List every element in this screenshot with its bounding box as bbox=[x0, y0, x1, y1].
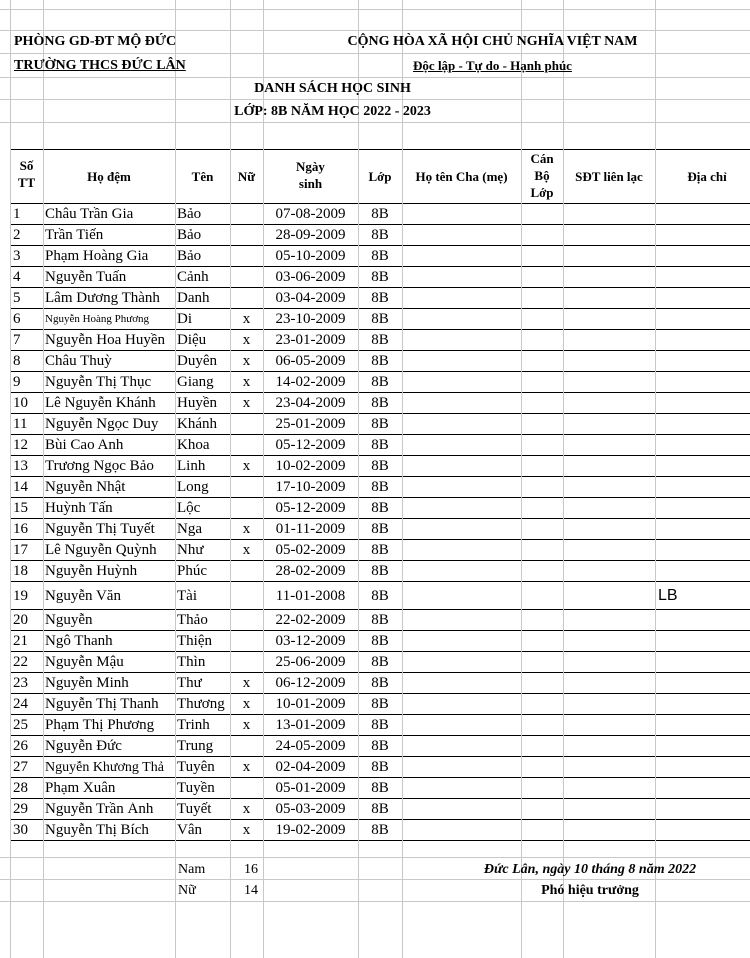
row-ngaysinh: 23-10-2009 bbox=[275, 311, 346, 327]
row-number: 9 bbox=[13, 374, 21, 390]
gridline-h bbox=[0, 9, 750, 10]
row-number: 19 bbox=[13, 587, 28, 604]
row-number: 4 bbox=[13, 269, 21, 285]
row-number: 1 bbox=[13, 206, 21, 222]
row-ten: Tài bbox=[177, 587, 197, 604]
row-nu: x bbox=[242, 311, 251, 327]
row-hodem: Lê Nguyễn Quỳnh bbox=[45, 543, 157, 558]
row-ten: Duyên bbox=[177, 353, 217, 369]
row-ten: Long bbox=[177, 479, 209, 495]
row-hodem: Lâm Dương Thành bbox=[45, 291, 160, 306]
row-ngaysinh: 06-05-2009 bbox=[275, 353, 346, 369]
row-ngaysinh: 03-12-2009 bbox=[275, 633, 346, 649]
row-ngaysinh: 01-11-2009 bbox=[275, 521, 346, 537]
row-lop: 8B bbox=[371, 395, 389, 411]
row-hodem: Nguyễn Tuấn bbox=[45, 270, 127, 285]
row-lop: 8B bbox=[371, 353, 389, 369]
row-lop: 8B bbox=[371, 290, 389, 306]
row-ngaysinh: 19-02-2009 bbox=[275, 822, 346, 838]
border-h bbox=[10, 497, 750, 498]
border-h bbox=[10, 476, 750, 477]
row-lop: 8B bbox=[371, 500, 389, 516]
row-ngaysinh: 14-02-2009 bbox=[275, 374, 346, 390]
row-ten: Nga bbox=[177, 521, 202, 537]
border-h bbox=[10, 581, 750, 582]
border-h bbox=[10, 539, 750, 540]
row-ngaysinh: 22-02-2009 bbox=[275, 612, 346, 628]
row-number: 6 bbox=[13, 311, 21, 327]
row-hodem: Nguyễn Đức bbox=[45, 739, 122, 754]
border-h bbox=[10, 714, 750, 715]
row-lop: 8B bbox=[371, 587, 389, 604]
row-lop: 8B bbox=[371, 206, 389, 222]
border-h bbox=[10, 287, 750, 288]
row-hodem: Lê Nguyễn Khánh bbox=[45, 396, 156, 411]
row-ngaysinh: 03-04-2009 bbox=[275, 290, 346, 306]
row-ten: Huyền bbox=[177, 395, 217, 411]
row-lop: 8B bbox=[371, 780, 389, 796]
row-number: 13 bbox=[13, 458, 28, 474]
border-h bbox=[10, 413, 750, 414]
row-number: 22 bbox=[13, 654, 28, 670]
row-ngaysinh: 06-12-2009 bbox=[275, 675, 346, 691]
row-number: 24 bbox=[13, 696, 28, 712]
row-ngaysinh: 13-01-2009 bbox=[275, 717, 346, 733]
row-ten: Như bbox=[177, 542, 204, 558]
col-header-diachi: Địa chỉ bbox=[687, 169, 727, 184]
border-h bbox=[10, 266, 750, 267]
row-ten: Thảo bbox=[177, 612, 208, 628]
page-title: DANH SÁCH HỌC SINH bbox=[254, 81, 411, 96]
col-header-ten: Tên bbox=[191, 169, 214, 184]
class-year: LỚP: 8B NĂM HỌC 2022 - 2023 bbox=[234, 104, 431, 119]
place-date: Đức Lân, ngày 10 tháng 8 năm 2022 bbox=[483, 862, 697, 877]
row-ten: Thương bbox=[177, 696, 225, 712]
row-ngaysinh: 05-02-2009 bbox=[275, 542, 346, 558]
school-name: TRƯỜNG THCS ĐỨC LÂN bbox=[14, 58, 186, 73]
row-ngaysinh: 25-01-2009 bbox=[275, 416, 346, 432]
row-hodem: Nguyễn bbox=[45, 613, 93, 628]
row-ten: Diệu bbox=[177, 332, 207, 348]
border-h bbox=[10, 392, 750, 393]
row-hodem: Ngô Thanh bbox=[45, 634, 113, 649]
row-ten: Cảnh bbox=[177, 269, 209, 285]
row-ngaysinh: 10-02-2009 bbox=[275, 458, 346, 474]
motto: Độc lập - Tự do - Hạnh phúc bbox=[413, 58, 572, 73]
border-h bbox=[10, 672, 750, 673]
row-hodem: Nguyễn Thị Thục bbox=[45, 375, 152, 390]
row-nu: x bbox=[242, 353, 251, 369]
row-ngaysinh: 24-05-2009 bbox=[275, 738, 346, 754]
row-lop: 8B bbox=[371, 227, 389, 243]
row-ten: Lộc bbox=[177, 500, 201, 516]
row-lop: 8B bbox=[371, 633, 389, 649]
row-lop: 8B bbox=[371, 332, 389, 348]
row-number: 10 bbox=[13, 395, 28, 411]
row-lop: 8B bbox=[371, 675, 389, 691]
row-ten: Linh bbox=[177, 458, 206, 474]
col-header-sdt: SĐT liên lạc bbox=[575, 169, 643, 184]
row-hodem: Nguyễn Nhật bbox=[45, 480, 126, 495]
col-header-ngaysinh: Ngày sinh bbox=[296, 159, 325, 191]
row-hodem: Phạm Xuân bbox=[45, 781, 116, 796]
row-ngaysinh: 28-09-2009 bbox=[275, 227, 346, 243]
row-lop: 8B bbox=[371, 437, 389, 453]
row-hodem: Nguyễn Mậu bbox=[45, 655, 124, 670]
row-ten: Thiện bbox=[177, 633, 212, 649]
row-hodem: Nguyễn Huỳnh bbox=[45, 564, 138, 579]
row-ten: Vân bbox=[177, 822, 202, 838]
row-hodem: Phạm Thị Phương bbox=[45, 718, 155, 733]
border-h bbox=[10, 371, 750, 372]
row-hodem: Nguyễn Văn bbox=[45, 588, 121, 604]
row-ngaysinh: 11-01-2008 bbox=[275, 587, 346, 604]
row-hodem: Nguyễn Thị Thanh bbox=[45, 697, 159, 712]
border-h bbox=[10, 651, 750, 652]
row-ten: Bảo bbox=[177, 206, 202, 222]
border-h bbox=[10, 350, 750, 351]
gridline-v bbox=[402, 0, 403, 958]
row-hodem: Nguyễn Thị Bích bbox=[45, 823, 149, 838]
gridline-h bbox=[0, 901, 750, 902]
row-hodem: Nguyễn Minh bbox=[45, 676, 129, 691]
row-number: 23 bbox=[13, 675, 28, 691]
row-hodem: Trương Ngọc Bảo bbox=[45, 459, 154, 474]
row-lop: 8B bbox=[371, 696, 389, 712]
border-h bbox=[10, 840, 750, 841]
row-ngaysinh: 02-04-2009 bbox=[275, 759, 346, 775]
row-lop: 8B bbox=[371, 248, 389, 264]
row-lop: 8B bbox=[371, 738, 389, 754]
row-lop: 8B bbox=[371, 612, 389, 628]
row-hodem: Bùi Cao Anh bbox=[45, 438, 124, 453]
row-lop: 8B bbox=[371, 479, 389, 495]
row-hodem: Trần Tiến bbox=[45, 228, 104, 243]
gridline-h bbox=[0, 879, 750, 880]
col-header-lop: Lớp bbox=[368, 169, 392, 184]
row-ngaysinh: 05-12-2009 bbox=[275, 437, 346, 453]
row-ngaysinh: 25-06-2009 bbox=[275, 654, 346, 670]
row-hodem: Châu Thuỳ bbox=[45, 354, 112, 369]
border-h bbox=[10, 630, 750, 631]
row-ngaysinh: 07-08-2009 bbox=[275, 206, 346, 222]
row-number: 26 bbox=[13, 738, 28, 754]
row-lop: 8B bbox=[371, 654, 389, 670]
row-number: 14 bbox=[13, 479, 28, 495]
row-hodem: Châu Trần Gia bbox=[45, 207, 134, 222]
row-hodem: Nguyễn Khương Thả bbox=[45, 760, 164, 775]
gridline-v bbox=[655, 0, 656, 958]
row-lop: 8B bbox=[371, 374, 389, 390]
row-lop: 8B bbox=[371, 542, 389, 558]
row-ten: Khoa bbox=[177, 437, 210, 453]
gridline-h bbox=[0, 53, 750, 54]
row-hodem: Nguyễn Thị Tuyết bbox=[45, 522, 155, 537]
row-nu: x bbox=[242, 801, 251, 817]
row-ten: Giang bbox=[177, 374, 214, 390]
row-nu: x bbox=[242, 332, 251, 348]
row-ngaysinh: 05-03-2009 bbox=[275, 801, 346, 817]
male-count: 16 bbox=[244, 862, 258, 877]
row-ten: Bảo bbox=[177, 227, 202, 243]
row-number: 25 bbox=[13, 717, 28, 733]
border-h bbox=[10, 819, 750, 820]
row-ngaysinh: 05-12-2009 bbox=[275, 500, 346, 516]
col-header-nu: Nữ bbox=[237, 169, 256, 184]
row-ten: Bảo bbox=[177, 248, 202, 264]
row-ngaysinh: 28-02-2009 bbox=[275, 563, 346, 579]
row-lop: 8B bbox=[371, 269, 389, 285]
row-nu: x bbox=[242, 717, 251, 733]
gridline-h bbox=[0, 122, 750, 123]
row-lop: 8B bbox=[371, 416, 389, 432]
row-ten: Thìn bbox=[177, 654, 206, 670]
row-ngaysinh: 23-04-2009 bbox=[275, 395, 346, 411]
border-h bbox=[10, 434, 750, 435]
gridline-h bbox=[0, 99, 750, 100]
department-name: PHÒNG GD-ĐT MỘ ĐỨC bbox=[14, 34, 177, 49]
row-ten: Thư bbox=[177, 675, 202, 691]
row-hodem: Phạm Hoàng Gia bbox=[45, 249, 149, 264]
row-number: 28 bbox=[13, 780, 28, 796]
row-number: 11 bbox=[13, 416, 28, 432]
row-ten: Khánh bbox=[177, 416, 217, 432]
row-ngaysinh: 23-01-2009 bbox=[275, 332, 346, 348]
border-h bbox=[10, 224, 750, 225]
row-nu: x bbox=[242, 521, 251, 537]
row-nu: x bbox=[242, 822, 251, 838]
row-number: 20 bbox=[13, 612, 28, 628]
border-h bbox=[10, 560, 750, 561]
row-ten: Di bbox=[177, 311, 192, 327]
row-lop: 8B bbox=[371, 759, 389, 775]
gridline-v bbox=[563, 0, 564, 958]
row-ngaysinh: 05-10-2009 bbox=[275, 248, 346, 264]
border-h bbox=[10, 308, 750, 309]
row-hodem: Nguyễn Hoàng Phương bbox=[45, 314, 150, 325]
gridline-h bbox=[0, 77, 750, 78]
republic-title: CỘNG HÒA XÃ HỘI CHỦ NGHĨA VIỆT NAM bbox=[347, 34, 638, 49]
row-nu: x bbox=[242, 395, 251, 411]
row-lop: 8B bbox=[371, 521, 389, 537]
row-number: 27 bbox=[13, 759, 28, 775]
row-ngaysinh: 05-01-2009 bbox=[275, 780, 346, 796]
row-hodem: Huỳnh Tấn bbox=[45, 501, 113, 516]
border-h bbox=[10, 245, 750, 246]
gridline-v bbox=[43, 0, 44, 958]
gridline-v bbox=[521, 0, 522, 958]
col-header-hodem: Họ đệm bbox=[87, 169, 131, 184]
female-label: Nữ bbox=[178, 883, 196, 898]
gridline-h bbox=[0, 857, 750, 858]
row-ngaysinh: 10-01-2009 bbox=[275, 696, 346, 712]
row-ten: Tuyên bbox=[177, 759, 215, 775]
row-lop: 8B bbox=[371, 717, 389, 733]
border-h bbox=[10, 455, 750, 456]
row-number: 8 bbox=[13, 353, 21, 369]
female-count: 14 bbox=[244, 883, 258, 898]
row-ten: Danh bbox=[177, 290, 210, 306]
row-lop: 8B bbox=[371, 563, 389, 579]
border-h bbox=[10, 518, 750, 519]
row-nu: x bbox=[242, 458, 251, 474]
row-number: 2 bbox=[13, 227, 21, 243]
row-number: 21 bbox=[13, 633, 28, 649]
row-hodem: Nguyễn Ngọc Duy bbox=[45, 417, 159, 432]
col-header-stt: Số TT bbox=[17, 158, 36, 190]
border-h bbox=[10, 149, 750, 150]
row-nu: x bbox=[242, 675, 251, 691]
male-label: Nam bbox=[178, 862, 206, 877]
row-number: 29 bbox=[13, 801, 28, 817]
border-h bbox=[10, 609, 750, 610]
row-diachi: LB bbox=[658, 587, 678, 604]
row-ten: Tuyền bbox=[177, 780, 215, 796]
row-number: 18 bbox=[13, 563, 28, 579]
row-number: 5 bbox=[13, 290, 21, 306]
row-lop: 8B bbox=[371, 822, 389, 838]
row-lop: 8B bbox=[371, 311, 389, 327]
row-lop: 8B bbox=[371, 458, 389, 474]
row-hodem: Nguyễn Hoa Huyền bbox=[45, 333, 165, 348]
col-header-cha: Họ tên Cha (mẹ) bbox=[415, 169, 508, 184]
border-h bbox=[10, 693, 750, 694]
row-ngaysinh: 03-06-2009 bbox=[275, 269, 346, 285]
row-nu: x bbox=[242, 374, 251, 390]
row-nu: x bbox=[242, 696, 251, 712]
row-ten: Trung bbox=[177, 738, 214, 754]
row-ngaysinh: 17-10-2009 bbox=[275, 479, 346, 495]
border-h bbox=[10, 777, 750, 778]
border-h bbox=[10, 735, 750, 736]
row-hodem: Nguyễn Trần Ánh bbox=[45, 802, 154, 817]
gridline-h bbox=[0, 30, 750, 31]
border-h bbox=[10, 329, 750, 330]
border-h bbox=[10, 756, 750, 757]
row-number: 16 bbox=[13, 521, 28, 537]
row-ten: Phúc bbox=[177, 563, 207, 579]
row-number: 15 bbox=[13, 500, 28, 516]
gridline-v bbox=[10, 0, 11, 958]
row-number: 12 bbox=[13, 437, 28, 453]
row-number: 7 bbox=[13, 332, 21, 348]
border-h bbox=[10, 798, 750, 799]
row-number: 30 bbox=[13, 822, 28, 838]
row-ten: Tuyết bbox=[177, 801, 212, 817]
border-h bbox=[10, 203, 750, 204]
row-nu: x bbox=[242, 759, 251, 775]
row-nu: x bbox=[242, 542, 251, 558]
signer-title: Phó hiệu trưởng bbox=[541, 883, 639, 898]
row-number: 3 bbox=[13, 248, 21, 264]
row-number: 17 bbox=[13, 542, 28, 558]
row-lop: 8B bbox=[371, 801, 389, 817]
row-ten: Trinh bbox=[177, 717, 210, 733]
col-header-canbo: Cán Bộ Lớp bbox=[530, 151, 554, 200]
